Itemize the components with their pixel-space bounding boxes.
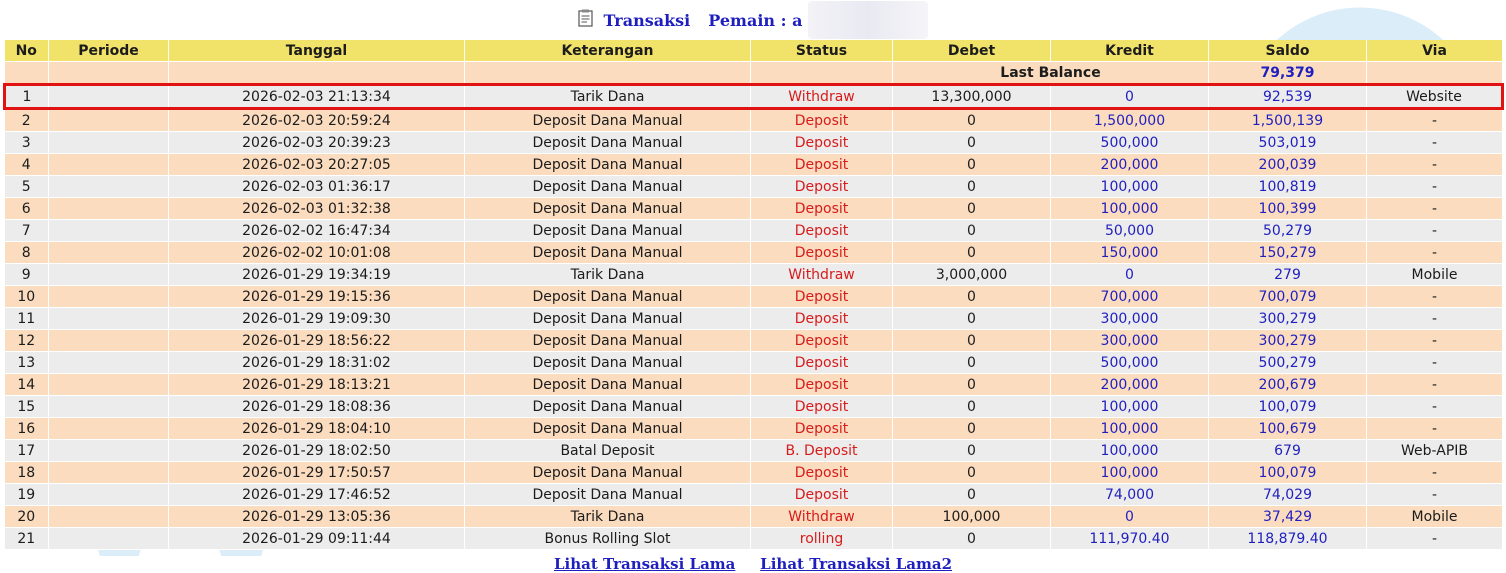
cell-periode bbox=[49, 286, 169, 308]
cell-periode bbox=[49, 198, 169, 220]
cell-kredit: 0 bbox=[1051, 264, 1209, 286]
cell-kredit: 300,000 bbox=[1051, 330, 1209, 352]
col-header-status[interactable]: Status bbox=[751, 40, 893, 62]
cell-kredit: 700,000 bbox=[1051, 286, 1209, 308]
cell-periode bbox=[49, 242, 169, 264]
cell-periode bbox=[49, 154, 169, 176]
cell-no: 5 bbox=[5, 176, 49, 198]
cell-no: 19 bbox=[5, 484, 49, 506]
cell-tanggal: 2026-01-29 17:46:52 bbox=[169, 484, 465, 506]
old-transactions-2-link[interactable]: Lihat Transaksi Lama2 bbox=[760, 555, 953, 573]
cell-no: 17 bbox=[5, 440, 49, 462]
player-label: Pemain : a bbox=[708, 10, 803, 30]
cell-via: - bbox=[1367, 286, 1503, 308]
table-header-row bbox=[5, 40, 1503, 62]
cell-via: - bbox=[1367, 242, 1503, 264]
table-row[interactable] bbox=[5, 418, 1503, 440]
cell-debet: 3,000,000 bbox=[893, 264, 1051, 286]
cell-via: Mobile bbox=[1367, 264, 1503, 286]
page-title: Transaksi bbox=[603, 10, 691, 30]
cell-kredit: 200,000 bbox=[1051, 154, 1209, 176]
cell-status: Deposit bbox=[751, 132, 893, 154]
cell-keterangan: Deposit Dana Manual bbox=[465, 154, 751, 176]
cell-via: - bbox=[1367, 528, 1503, 550]
cell-no: 20 bbox=[5, 506, 49, 528]
cell-keterangan: Deposit Dana Manual bbox=[465, 374, 751, 396]
cell-debet: 0 bbox=[893, 198, 1051, 220]
cell-no: 15 bbox=[5, 396, 49, 418]
cell-via: - bbox=[1367, 418, 1503, 440]
cell-status: rolling bbox=[751, 528, 893, 550]
cell-status: Deposit bbox=[751, 484, 893, 506]
transactions-table bbox=[3, 40, 1504, 550]
cell-kredit: 74,000 bbox=[1051, 484, 1209, 506]
cell-keterangan: Deposit Dana Manual bbox=[465, 176, 751, 198]
table-row[interactable] bbox=[5, 220, 1503, 242]
cell-saldo: 500,279 bbox=[1209, 352, 1367, 374]
old-transactions-link[interactable]: Lihat Transaksi Lama bbox=[553, 555, 736, 573]
table-row[interactable] bbox=[5, 462, 1503, 484]
cell-keterangan: Tarik Dana bbox=[465, 506, 751, 528]
footer-links bbox=[0, 555, 1506, 573]
col-header-keterangan[interactable]: Keterangan bbox=[465, 40, 751, 62]
table-row[interactable] bbox=[5, 176, 1503, 198]
cell-tanggal: 2026-01-29 18:04:10 bbox=[169, 418, 465, 440]
cell-kredit: 300,000 bbox=[1051, 308, 1209, 330]
cell-no: 1 bbox=[5, 85, 49, 109]
cell-periode bbox=[49, 330, 169, 352]
cell-kredit: 200,000 bbox=[1051, 374, 1209, 396]
cell-via: - bbox=[1367, 154, 1503, 176]
col-header-debet[interactable]: Debet bbox=[893, 40, 1051, 62]
cell-saldo: 300,279 bbox=[1209, 308, 1367, 330]
cell-periode bbox=[49, 308, 169, 330]
cell-debet: 13,300,000 bbox=[893, 85, 1051, 109]
cell-debet: 100,000 bbox=[893, 506, 1051, 528]
cell-saldo: 92,539 bbox=[1209, 85, 1367, 109]
cell-saldo: 700,079 bbox=[1209, 286, 1367, 308]
cell-status: Deposit bbox=[751, 330, 893, 352]
cell-saldo: 100,079 bbox=[1209, 396, 1367, 418]
cell-saldo: 74,029 bbox=[1209, 484, 1367, 506]
cell-kredit: 100,000 bbox=[1051, 462, 1209, 484]
cell-saldo: 300,279 bbox=[1209, 330, 1367, 352]
cell-status: Withdraw bbox=[751, 506, 893, 528]
cell-via: - bbox=[1367, 484, 1503, 506]
cell-status: Deposit bbox=[751, 308, 893, 330]
cell-debet: 0 bbox=[893, 176, 1051, 198]
cell-kredit: 100,000 bbox=[1051, 176, 1209, 198]
cell-debet: 0 bbox=[893, 418, 1051, 440]
cell-keterangan: Deposit Dana Manual bbox=[465, 418, 751, 440]
cell-status: Withdraw bbox=[751, 264, 893, 286]
cell-no: 4 bbox=[5, 154, 49, 176]
cell-saldo: 37,429 bbox=[1209, 506, 1367, 528]
cell-saldo: 150,279 bbox=[1209, 242, 1367, 264]
cell-no: 12 bbox=[5, 330, 49, 352]
cell-tanggal: 2026-01-29 13:05:36 bbox=[169, 506, 465, 528]
cell-periode bbox=[49, 176, 169, 198]
col-header-tanggal[interactable]: Tanggal bbox=[169, 40, 465, 62]
cell-kredit: 100,000 bbox=[1051, 440, 1209, 462]
last-balance-value: 79,379 bbox=[1209, 62, 1367, 85]
cell-keterangan: Deposit Dana Manual bbox=[465, 484, 751, 506]
cell-saldo: 100,679 bbox=[1209, 418, 1367, 440]
cell-no: 11 bbox=[5, 308, 49, 330]
cell-tanggal: 2026-02-03 21:13:34 bbox=[169, 85, 465, 109]
cell-keterangan: Deposit Dana Manual bbox=[465, 286, 751, 308]
cell-status: Deposit bbox=[751, 462, 893, 484]
table-row[interactable] bbox=[5, 440, 1503, 462]
cell-kredit: 0 bbox=[1051, 506, 1209, 528]
cell-debet: 0 bbox=[893, 109, 1051, 132]
table-row[interactable] bbox=[5, 308, 1503, 330]
table-row[interactable] bbox=[5, 85, 1503, 109]
cell-saldo: 200,039 bbox=[1209, 154, 1367, 176]
cell-no: 9 bbox=[5, 264, 49, 286]
cell-no: 2 bbox=[5, 109, 49, 132]
cell-periode bbox=[49, 418, 169, 440]
cell-keterangan: Deposit Dana Manual bbox=[465, 132, 751, 154]
cell-periode bbox=[49, 352, 169, 374]
cell-keterangan: Tarik Dana bbox=[465, 85, 751, 109]
cell-periode bbox=[49, 109, 169, 132]
cell-keterangan: Deposit Dana Manual bbox=[465, 220, 751, 242]
cell-periode bbox=[49, 374, 169, 396]
cell-debet: 0 bbox=[893, 132, 1051, 154]
table-row[interactable] bbox=[5, 132, 1503, 154]
cell-periode bbox=[49, 264, 169, 286]
cell-no: 8 bbox=[5, 242, 49, 264]
cell-via: - bbox=[1367, 109, 1503, 132]
cell-status: Deposit bbox=[751, 242, 893, 264]
cell-saldo: 200,679 bbox=[1209, 374, 1367, 396]
cell-saldo: 279 bbox=[1209, 264, 1367, 286]
cell-via: - bbox=[1367, 396, 1503, 418]
cell-tanggal: 2026-01-29 18:02:50 bbox=[169, 440, 465, 462]
cell-debet: 0 bbox=[893, 154, 1051, 176]
cell-tanggal: 2026-01-29 19:34:19 bbox=[169, 264, 465, 286]
cell-tanggal: 2026-01-29 18:13:21 bbox=[169, 374, 465, 396]
col-header-no[interactable]: No bbox=[5, 40, 49, 62]
cell-debet: 0 bbox=[893, 484, 1051, 506]
cell-debet: 0 bbox=[893, 330, 1051, 352]
cell-tanggal: 2026-02-03 01:32:38 bbox=[169, 198, 465, 220]
cell-periode bbox=[49, 132, 169, 154]
table-row[interactable] bbox=[5, 109, 1503, 132]
cell-tanggal: 2026-02-03 20:59:24 bbox=[169, 109, 465, 132]
cell-kredit: 0 bbox=[1051, 85, 1209, 109]
cell-keterangan: Deposit Dana Manual bbox=[465, 109, 751, 132]
cell-keterangan: Deposit Dana Manual bbox=[465, 462, 751, 484]
cell-keterangan: Deposit Dana Manual bbox=[465, 352, 751, 374]
cell-no: 14 bbox=[5, 374, 49, 396]
cell-kredit: 100,000 bbox=[1051, 198, 1209, 220]
cell-tanggal: 2026-02-02 16:47:34 bbox=[169, 220, 465, 242]
cell-keterangan: Deposit Dana Manual bbox=[465, 308, 751, 330]
cell-keterangan: Deposit Dana Manual bbox=[465, 330, 751, 352]
cell-no: 3 bbox=[5, 132, 49, 154]
cell-kredit: 100,000 bbox=[1051, 396, 1209, 418]
col-header-periode[interactable]: Periode bbox=[49, 40, 169, 62]
cell-tanggal: 2026-01-29 19:15:36 bbox=[169, 286, 465, 308]
cell-keterangan: Batal Deposit bbox=[465, 440, 751, 462]
cell-tanggal: 2026-01-29 09:11:44 bbox=[169, 528, 465, 550]
last-balance-row bbox=[5, 62, 1503, 85]
cell-no: 7 bbox=[5, 220, 49, 242]
cell-debet: 0 bbox=[893, 374, 1051, 396]
cell-debet: 0 bbox=[893, 462, 1051, 484]
cell-status: Deposit bbox=[751, 220, 893, 242]
table-row[interactable] bbox=[5, 330, 1503, 352]
cell-kredit: 50,000 bbox=[1051, 220, 1209, 242]
cell-kredit: 100,000 bbox=[1051, 418, 1209, 440]
cell-debet: 0 bbox=[893, 440, 1051, 462]
col-header-via[interactable]: Via bbox=[1367, 40, 1503, 62]
col-header-saldo[interactable]: Saldo bbox=[1209, 40, 1367, 62]
cell-kredit: 150,000 bbox=[1051, 242, 1209, 264]
table-row[interactable] bbox=[5, 286, 1503, 308]
cell-status: Deposit bbox=[751, 418, 893, 440]
cell-via: - bbox=[1367, 308, 1503, 330]
cell-debet: 0 bbox=[893, 286, 1051, 308]
cell-no: 16 bbox=[5, 418, 49, 440]
cell-periode bbox=[49, 484, 169, 506]
clipboard-icon bbox=[578, 9, 594, 31]
cell-saldo: 100,079 bbox=[1209, 462, 1367, 484]
cell-keterangan: Tarik Dana bbox=[465, 264, 751, 286]
page-header bbox=[0, 0, 1506, 40]
cell-periode bbox=[49, 462, 169, 484]
cell-status: Deposit bbox=[751, 198, 893, 220]
cell-no: 21 bbox=[5, 528, 49, 550]
table-row[interactable] bbox=[5, 198, 1503, 220]
cell-periode bbox=[49, 440, 169, 462]
cell-via: - bbox=[1367, 198, 1503, 220]
cell-tanggal: 2026-01-29 18:08:36 bbox=[169, 396, 465, 418]
col-header-kredit[interactable]: Kredit bbox=[1051, 40, 1209, 62]
cell-debet: 0 bbox=[893, 220, 1051, 242]
cell-status: Withdraw bbox=[751, 85, 893, 109]
cell-via: - bbox=[1367, 330, 1503, 352]
cell-debet: 0 bbox=[893, 308, 1051, 330]
cell-kredit: 1,500,000 bbox=[1051, 109, 1209, 132]
cell-tanggal: 2026-02-03 20:27:05 bbox=[169, 154, 465, 176]
cell-tanggal: 2026-02-02 10:01:08 bbox=[169, 242, 465, 264]
cell-keterangan: Deposit Dana Manual bbox=[465, 198, 751, 220]
cell-via: - bbox=[1367, 132, 1503, 154]
cell-tanggal: 2026-02-03 20:39:23 bbox=[169, 132, 465, 154]
cell-via: - bbox=[1367, 374, 1503, 396]
table-row[interactable] bbox=[5, 506, 1503, 528]
cell-periode bbox=[49, 85, 169, 109]
cell-via: Website bbox=[1367, 85, 1503, 109]
cell-no: 13 bbox=[5, 352, 49, 374]
cell-status: Deposit bbox=[751, 176, 893, 198]
cell-via: Web-APIB bbox=[1367, 440, 1503, 462]
cell-saldo: 50,279 bbox=[1209, 220, 1367, 242]
table-row[interactable] bbox=[5, 242, 1503, 264]
cell-status: Deposit bbox=[751, 109, 893, 132]
table-row[interactable] bbox=[5, 374, 1503, 396]
cell-via: - bbox=[1367, 462, 1503, 484]
cell-keterangan: Deposit Dana Manual bbox=[465, 396, 751, 418]
cell-status: Deposit bbox=[751, 154, 893, 176]
cell-no: 10 bbox=[5, 286, 49, 308]
cell-saldo: 679 bbox=[1209, 440, 1367, 462]
cell-tanggal: 2026-01-29 18:31:02 bbox=[169, 352, 465, 374]
redacted-player-name bbox=[808, 1, 928, 39]
last-balance-label: Last Balance bbox=[893, 62, 1209, 85]
cell-saldo: 503,019 bbox=[1209, 132, 1367, 154]
table-row[interactable] bbox=[5, 264, 1503, 286]
cell-debet: 0 bbox=[893, 528, 1051, 550]
cell-no: 18 bbox=[5, 462, 49, 484]
cell-tanggal: 2026-02-03 01:36:17 bbox=[169, 176, 465, 198]
table-row[interactable] bbox=[5, 154, 1503, 176]
cell-status: Deposit bbox=[751, 396, 893, 418]
cell-status: Deposit bbox=[751, 286, 893, 308]
cell-via: - bbox=[1367, 352, 1503, 374]
cell-status: Deposit bbox=[751, 374, 893, 396]
cell-saldo: 100,819 bbox=[1209, 176, 1367, 198]
cell-status: B. Deposit bbox=[751, 440, 893, 462]
cell-debet: 0 bbox=[893, 352, 1051, 374]
cell-tanggal: 2026-01-29 19:09:30 bbox=[169, 308, 465, 330]
table-row[interactable] bbox=[5, 484, 1503, 506]
cell-keterangan: Bonus Rolling Slot bbox=[465, 528, 751, 550]
cell-via: - bbox=[1367, 220, 1503, 242]
table-row[interactable] bbox=[5, 528, 1503, 550]
cell-saldo: 1,500,139 bbox=[1209, 109, 1367, 132]
cell-periode bbox=[49, 506, 169, 528]
cell-no: 6 bbox=[5, 198, 49, 220]
cell-periode bbox=[49, 528, 169, 550]
cell-kredit: 111,970.40 bbox=[1051, 528, 1209, 550]
cell-tanggal: 2026-01-29 17:50:57 bbox=[169, 462, 465, 484]
cell-saldo: 100,399 bbox=[1209, 198, 1367, 220]
cell-kredit: 500,000 bbox=[1051, 352, 1209, 374]
cell-kredit: 500,000 bbox=[1051, 132, 1209, 154]
cell-via: - bbox=[1367, 176, 1503, 198]
cell-debet: 0 bbox=[893, 396, 1051, 418]
table-row[interactable] bbox=[5, 352, 1503, 374]
cell-periode bbox=[49, 220, 169, 242]
table-row[interactable] bbox=[5, 396, 1503, 418]
cell-status: Deposit bbox=[751, 352, 893, 374]
cell-keterangan: Deposit Dana Manual bbox=[465, 242, 751, 264]
cell-via: Mobile bbox=[1367, 506, 1503, 528]
cell-saldo: 118,879.40 bbox=[1209, 528, 1367, 550]
cell-debet: 0 bbox=[893, 242, 1051, 264]
cell-tanggal: 2026-01-29 18:56:22 bbox=[169, 330, 465, 352]
cell-periode bbox=[49, 396, 169, 418]
